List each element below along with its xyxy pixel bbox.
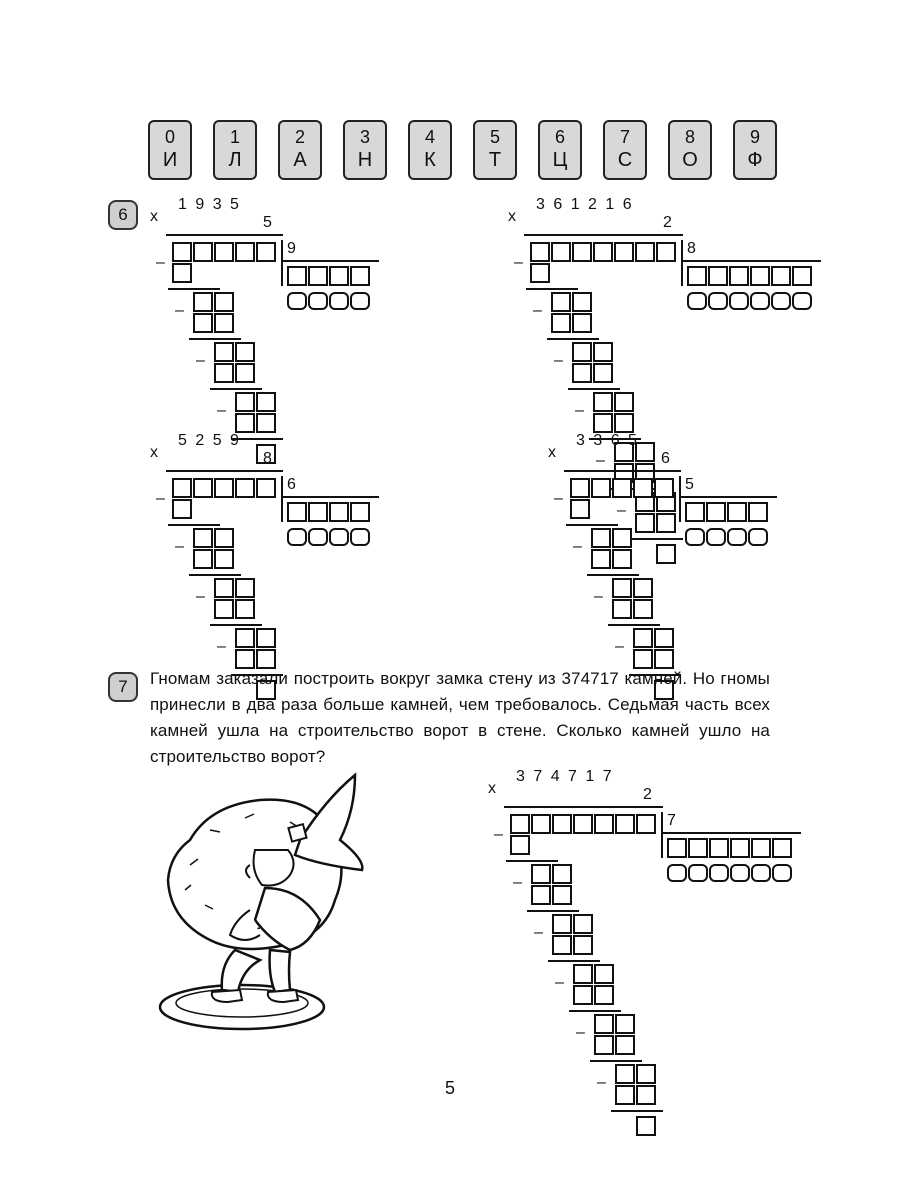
key-digit: 1 — [229, 127, 240, 147]
divisor: 8 — [687, 240, 696, 257]
partial-digit-box[interactable] — [531, 864, 551, 884]
subtraction-line — [548, 960, 600, 962]
minus-sign: – — [596, 452, 605, 469]
multiplicand: 3 3 6 5 — [576, 432, 639, 449]
division-bracket — [281, 240, 283, 286]
key-card — [213, 120, 257, 180]
remainder-check-box[interactable] — [772, 864, 792, 882]
partial-digit-box[interactable] — [214, 578, 234, 598]
dividend-digit-box[interactable] — [551, 242, 571, 262]
multiply-sign: x — [488, 780, 496, 797]
partial-digit-box[interactable] — [593, 413, 613, 433]
key-letter: С — [617, 149, 633, 171]
key-letter: Ц — [552, 149, 568, 171]
multiply-sign: x — [508, 208, 516, 225]
partial-digit-box[interactable] — [214, 292, 234, 312]
dividend-digit-box[interactable] — [591, 478, 611, 498]
partial-digit-box[interactable] — [235, 628, 255, 648]
subtraction-line — [526, 288, 578, 290]
dividend-digit-box[interactable] — [214, 242, 234, 262]
minus-sign: – — [575, 402, 584, 419]
minus-sign: – — [554, 490, 563, 507]
key-letter: Т — [488, 149, 502, 171]
key-digit: 3 — [359, 127, 370, 147]
quotient-digit-box[interactable] — [329, 266, 349, 286]
minus-sign: – — [217, 638, 226, 655]
minus-sign: – — [175, 302, 184, 319]
partial-digit-box[interactable] — [573, 964, 593, 984]
key-digit: 4 — [424, 127, 435, 147]
minus-sign: – — [494, 826, 503, 843]
partial-digit-box[interactable] — [552, 885, 572, 905]
key-letter: Ф — [747, 149, 763, 171]
key-card — [733, 120, 777, 180]
subtrahend-digit-box[interactable] — [172, 499, 192, 519]
quotient-digit-box[interactable] — [771, 266, 791, 286]
quotient-digit-box[interactable] — [687, 266, 707, 286]
partial-digit-box[interactable] — [193, 292, 213, 312]
minus-sign: – — [617, 502, 626, 519]
dividend-digit-box[interactable] — [572, 242, 592, 262]
gnome-carrying-stone-illustration — [150, 770, 450, 1040]
partial-digit-box[interactable] — [552, 935, 572, 955]
key-letter: И — [162, 149, 178, 171]
minus-sign: – — [175, 538, 184, 555]
multiply-sign: x — [548, 444, 556, 461]
dividend-digit-box[interactable] — [654, 478, 674, 498]
dividend-digit-box[interactable] — [593, 242, 613, 262]
partial-digit-box[interactable] — [214, 363, 234, 383]
minus-sign: – — [196, 352, 205, 369]
division-bracket — [681, 240, 683, 286]
partial-digit-box[interactable] — [256, 413, 276, 433]
dividend-digit-box[interactable] — [510, 814, 530, 834]
subtraction-line — [168, 524, 220, 526]
minus-sign: – — [513, 874, 522, 891]
partial-digit-box[interactable] — [572, 363, 592, 383]
partial-digit-box[interactable] — [593, 392, 613, 412]
minus-sign: – — [514, 254, 523, 271]
key-letter: А — [293, 149, 307, 171]
minus-sign: – — [156, 254, 165, 271]
task-number-badge: 6 — [108, 200, 138, 230]
remainder-check-box[interactable] — [667, 864, 687, 882]
multiplier: 5 — [263, 214, 272, 231]
remainder-check-box[interactable] — [730, 864, 750, 882]
multiplication-line — [564, 470, 681, 472]
subtraction-line — [210, 624, 262, 626]
worksheet-problem — [488, 768, 768, 1091]
subtraction-line — [590, 1060, 642, 1062]
dividend-digit-box[interactable] — [635, 242, 655, 262]
divisor: 5 — [685, 476, 694, 493]
multiply-sign: x — [150, 444, 158, 461]
key-card — [278, 120, 322, 180]
partial-digit-box[interactable] — [572, 313, 592, 333]
partial-digit-box[interactable] — [214, 549, 234, 569]
partial-digit-box[interactable] — [593, 363, 613, 383]
subtraction-line — [506, 860, 558, 862]
multiply-sign: x — [150, 208, 158, 225]
remainder-check-box[interactable] — [727, 528, 747, 546]
dividend-digit-box[interactable] — [193, 478, 213, 498]
remainder-check-box[interactable] — [350, 292, 370, 310]
partial-digit-box[interactable] — [214, 342, 234, 362]
multiplier: 8 — [263, 450, 272, 467]
partial-digit-box[interactable] — [214, 313, 234, 333]
partial-digit-box[interactable] — [551, 292, 571, 312]
minus-sign: – — [597, 1074, 606, 1091]
remainder-check-box[interactable] — [687, 292, 707, 310]
quotient-line — [281, 496, 379, 498]
minus-sign: – — [594, 588, 603, 605]
minus-sign: – — [217, 402, 226, 419]
partial-digit-box[interactable] — [551, 313, 571, 333]
partial-digit-box[interactable] — [193, 528, 213, 548]
minus-sign: – — [554, 352, 563, 369]
partial-digit-box[interactable] — [594, 985, 614, 1005]
key-card — [538, 120, 582, 180]
dividend-digit-box[interactable] — [612, 478, 632, 498]
partial-digit-box[interactable] — [594, 1035, 614, 1055]
quotient-digit-box[interactable] — [350, 266, 370, 286]
partial-digit-box[interactable] — [235, 342, 255, 362]
multiplicand: 5 2 5 9 — [178, 432, 241, 449]
key-letter: Н — [357, 149, 373, 171]
partial-digit-box[interactable] — [573, 935, 593, 955]
worksheet-problem — [150, 196, 430, 419]
partial-digit-box[interactable] — [573, 985, 593, 1005]
partial-digit-box[interactable] — [572, 342, 592, 362]
division-bracket — [679, 476, 681, 522]
partial-digit-box[interactable] — [633, 578, 653, 598]
dividend-digit-box[interactable] — [530, 242, 550, 262]
dividend-digit-box[interactable] — [235, 242, 255, 262]
partial-digit-box[interactable] — [193, 313, 213, 333]
worksheet-problem — [548, 432, 828, 655]
dividend-digit-box[interactable] — [531, 814, 551, 834]
division-bracket — [661, 812, 663, 858]
key-card — [148, 120, 192, 180]
partial-digit-box[interactable] — [531, 885, 551, 905]
minus-sign: – — [196, 588, 205, 605]
multiplication-line — [504, 806, 663, 808]
key-digit: 9 — [749, 127, 760, 147]
key-digit: 5 — [489, 127, 500, 147]
key-digit: 7 — [619, 127, 630, 147]
partial-digit-box[interactable] — [256, 392, 276, 412]
minus-sign: – — [576, 1024, 585, 1041]
quotient-digit-box[interactable] — [750, 266, 770, 286]
partial-digit-box[interactable] — [235, 599, 255, 619]
remainder-check-box[interactable] — [750, 292, 770, 310]
remainder-check-box[interactable] — [729, 292, 749, 310]
multiplier: 2 — [643, 786, 652, 803]
dividend-digit-box[interactable] — [656, 242, 676, 262]
multiplicand: 3 7 4 7 1 7 — [516, 768, 614, 785]
dividend-digit-box[interactable] — [615, 814, 635, 834]
dividend-digit-box[interactable] — [552, 814, 572, 834]
partial-digit-box[interactable] — [612, 549, 632, 569]
divisor: 7 — [667, 812, 676, 829]
worksheet-problem — [150, 432, 430, 655]
divisor: 6 — [287, 476, 296, 493]
dividend-digit-box[interactable] — [256, 478, 276, 498]
quotient-digit-box[interactable] — [706, 502, 726, 522]
remainder-check-box[interactable] — [350, 528, 370, 546]
multiplication-line — [166, 234, 283, 236]
page-number: 5 — [444, 1078, 455, 1098]
dividend-digit-box[interactable] — [193, 242, 213, 262]
partial-digit-box[interactable] — [633, 628, 653, 648]
key-card — [473, 120, 517, 180]
quotient-line — [681, 260, 821, 262]
subtrahend-digit-box[interactable] — [570, 499, 590, 519]
remainder-check-box[interactable] — [706, 528, 726, 546]
dividend-digit-box[interactable] — [172, 242, 192, 262]
remainder-check-box[interactable] — [748, 528, 768, 546]
key-letter: Л — [228, 149, 242, 171]
subtraction-line — [611, 1110, 663, 1112]
partial-digit-box[interactable] — [612, 578, 632, 598]
key-card — [668, 120, 712, 180]
remainder-check-box[interactable] — [308, 292, 328, 310]
key-letter: О — [682, 149, 698, 171]
minus-sign: – — [534, 924, 543, 941]
quotient-digit-box[interactable] — [792, 266, 812, 286]
key-card — [603, 120, 647, 180]
divisor: 9 — [287, 240, 296, 257]
remainder-check-box[interactable] — [771, 292, 791, 310]
quotient-digit-box[interactable] — [708, 266, 728, 286]
remainder-check-box[interactable] — [688, 864, 708, 882]
multiplication-line — [166, 470, 283, 472]
remainder-check-box[interactable] — [308, 528, 328, 546]
subtraction-line — [168, 288, 220, 290]
partial-digit-box[interactable] — [594, 964, 614, 984]
partial-digit-box[interactable] — [612, 528, 632, 548]
quotient-digit-box[interactable] — [667, 838, 687, 858]
division-bracket — [281, 476, 283, 522]
task-number-badge: 7 — [108, 672, 138, 702]
key-digit: 6 — [554, 127, 565, 147]
remainder-check-box[interactable] — [751, 864, 771, 882]
partial-digit-box[interactable] — [214, 599, 234, 619]
partial-digit-box[interactable] — [615, 1014, 635, 1034]
subtraction-line — [608, 624, 660, 626]
quotient-digit-box[interactable] — [308, 266, 328, 286]
quotient-digit-box[interactable] — [350, 502, 370, 522]
dividend-digit-box[interactable] — [256, 242, 276, 262]
quotient-digit-box[interactable] — [729, 266, 749, 286]
partial-digit-box[interactable] — [614, 413, 634, 433]
partial-digit-box[interactable] — [193, 549, 213, 569]
partial-digit-box[interactable] — [552, 914, 572, 934]
key-card — [408, 120, 452, 180]
remainder-digit-box[interactable] — [636, 1116, 656, 1136]
subtraction-line — [547, 338, 599, 340]
quotient-digit-box[interactable] — [748, 502, 768, 522]
partial-digit-box[interactable] — [633, 599, 653, 619]
minus-sign: – — [533, 302, 542, 319]
subtraction-line — [189, 338, 241, 340]
multiplication-line — [524, 234, 683, 236]
partial-digit-box[interactable] — [235, 578, 255, 598]
minus-sign: – — [573, 538, 582, 555]
subtrahend-digit-box[interactable] — [530, 263, 550, 283]
dividend-digit-box[interactable] — [573, 814, 593, 834]
minus-sign: – — [156, 490, 165, 507]
partial-digit-box[interactable] — [235, 392, 255, 412]
remainder-check-box[interactable] — [329, 292, 349, 310]
remainder-check-box[interactable] — [287, 292, 307, 310]
minus-sign: – — [555, 974, 564, 991]
code-key — [148, 120, 788, 182]
quotient-line — [281, 260, 379, 262]
subtraction-line — [587, 574, 639, 576]
remainder-check-box[interactable] — [287, 528, 307, 546]
dividend-digit-box[interactable] — [214, 478, 234, 498]
partial-digit-box[interactable] — [573, 914, 593, 934]
partial-digit-box[interactable] — [235, 363, 255, 383]
subtraction-line — [566, 524, 618, 526]
key-digit: 8 — [684, 127, 695, 147]
quotient-digit-box[interactable] — [287, 502, 307, 522]
quotient-digit-box[interactable] — [727, 502, 747, 522]
dividend-digit-box[interactable] — [614, 242, 634, 262]
subtraction-line — [527, 910, 579, 912]
partial-digit-box[interactable] — [256, 628, 276, 648]
key-digit: 2 — [294, 127, 305, 147]
partial-digit-box[interactable] — [552, 864, 572, 884]
quotient-digit-box[interactable] — [685, 502, 705, 522]
remainder-check-box[interactable] — [792, 292, 812, 310]
remainder-check-box[interactable] — [329, 528, 349, 546]
remainder-check-box[interactable] — [708, 292, 728, 310]
dividend-digit-box[interactable] — [633, 478, 653, 498]
quotient-digit-box[interactable] — [308, 502, 328, 522]
remainder-check-box[interactable] — [709, 864, 729, 882]
quotient-line — [679, 496, 777, 498]
dividend-digit-box[interactable] — [594, 814, 614, 834]
partial-digit-box[interactable] — [615, 1035, 635, 1055]
partial-digit-box[interactable] — [614, 392, 634, 412]
multiplicand: 3 6 1 2 1 6 — [536, 196, 634, 213]
partial-digit-box[interactable] — [235, 413, 255, 433]
word-problem-text: Гномам заказали построить вокруг замка стену из 374717 камней. Но гномы принесли в два раза больше камней, чем требовалось. Седьмая часть всех камней ушла на строительство ворот в стене. Сколько камней ушло на строительство ворот? — [150, 669, 770, 766]
partial-digit-box[interactable] — [572, 292, 592, 312]
quotient-digit-box[interactable] — [709, 838, 729, 858]
minus-sign: – — [615, 638, 624, 655]
quotient-digit-box[interactable] — [751, 838, 771, 858]
subtraction-line — [210, 388, 262, 390]
subtrahend-digit-box[interactable] — [510, 835, 530, 855]
dividend-digit-box[interactable] — [172, 478, 192, 498]
quotient-digit-box[interactable] — [287, 266, 307, 286]
subtrahend-digit-box[interactable] — [172, 263, 192, 283]
quotient-digit-box[interactable] — [730, 838, 750, 858]
quotient-digit-box[interactable] — [329, 502, 349, 522]
subtraction-line — [569, 1010, 621, 1012]
remainder-check-box[interactable] — [685, 528, 705, 546]
subtraction-line — [568, 388, 620, 390]
multiplier: 2 — [663, 214, 672, 231]
quotient-digit-box[interactable] — [772, 838, 792, 858]
key-digit: 0 — [164, 127, 175, 147]
quotient-line — [661, 832, 801, 834]
dividend-digit-box[interactable] — [570, 478, 590, 498]
partial-digit-box[interactable] — [654, 628, 674, 648]
subtraction-line — [189, 574, 241, 576]
partial-digit-box[interactable] — [612, 599, 632, 619]
partial-digit-box[interactable] — [591, 549, 611, 569]
partial-digit-box[interactable] — [591, 528, 611, 548]
dividend-digit-box[interactable] — [636, 814, 656, 834]
key-letter: К — [424, 149, 436, 171]
partial-digit-box[interactable] — [593, 342, 613, 362]
partial-digit-box[interactable] — [214, 528, 234, 548]
quotient-digit-box[interactable] — [688, 838, 708, 858]
partial-digit-box[interactable] — [594, 1014, 614, 1034]
key-card — [343, 120, 387, 180]
multiplicand: 1 9 3 5 — [178, 196, 241, 213]
dividend-digit-box[interactable] — [235, 478, 255, 498]
multiplier: 6 — [661, 450, 670, 467]
